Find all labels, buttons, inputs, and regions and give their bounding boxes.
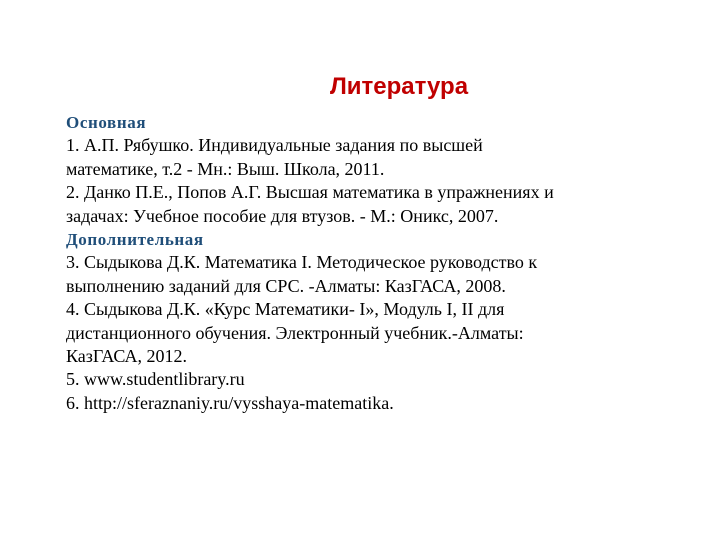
section-heading-main: Основная <box>66 113 147 132</box>
reference-line: выполнению заданий для СРС. -Алматы: КазГАСА, 2008. <box>66 275 506 296</box>
reference-line: 3. Сыдыкова Д.К. Математика I. Методическое руководство к <box>66 252 538 273</box>
references-list <box>66 111 626 415</box>
reference-line: задачах: Учебное пособие для втузов. - М.: Оникс, 2007. <box>66 205 499 226</box>
reference-line: дистанционного обучения. Электронный учебник.-Алматы: <box>66 322 524 343</box>
reference-line: математике, т.2 - Мн.: Выш. Школа, 2011. <box>66 158 385 179</box>
section-heading-additional: Дополнительная <box>66 230 204 250</box>
reference-link-studentlibrary: 5. www.studentlibrary.ru <box>66 369 245 390</box>
reference-line: КазГАСА, 2012. <box>66 346 188 367</box>
reference-line: 4. Сыдыкова Д.К. «Курс Математики- I», Модуль I, II для <box>66 299 505 320</box>
reference-link-sferaznaniy: 6. http://sferaznaniy.ru/vysshaya-matematika. <box>66 392 394 413</box>
reference-line: 1. А.П. Рябушко. Индивидуальные задания по высшей <box>66 135 483 156</box>
slide-title: Литература <box>329 73 469 100</box>
reference-line: 2. Данко П.Е., Попов А.Г. Высшая математика в упражнениях и <box>66 182 554 203</box>
